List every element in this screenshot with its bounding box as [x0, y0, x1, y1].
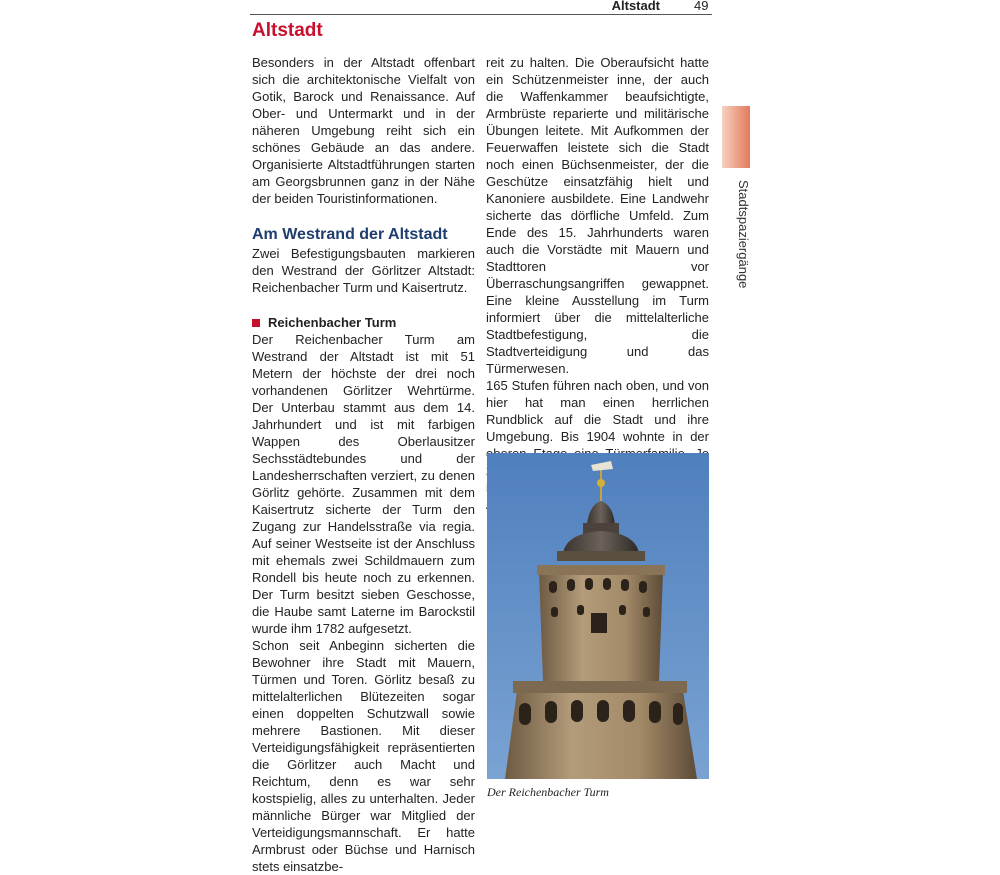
photo-caption: Der Reichenbacher Turm — [487, 785, 609, 799]
section-intro: Zwei Befestigungsbauten markieren den Westrand der Görlitzer Altstadt: Reichenbacher Turm und Kaisertrutz. — [252, 246, 475, 295]
body-paragraph: Der Reichenbacher Turm am Westrand der Altstadt ist mit 51 Metern der höchste der drei noch vorhandenen Görlitzer Wehrtürme. Der Unterbau stammt aus dem 14. Jahrhundert und ist mit farbigen Wappen des Oberlausitzer Sechsstädtebundes und der Landesherrschaften verziert, zu denen Görlitz gehörte. Zusammen mit dem Kaisertrutz sicherte der Turm den Zugang zur Handelsstraße via regia. Auf seiner Westseite ist der Anschluss mit ehemals zwei Schildmauern zum Rondell bis heute noch zu erkennen. Der Turm besitzt sieben Geschosse, die Haube samt Laterne im Barockstil wurde ihm 1782 aufgesetzt. — [252, 332, 475, 636]
tower-photo — [487, 453, 709, 779]
left-column — [252, 54, 475, 875]
chapter-tab-label: Stadtspaziergänge — [736, 180, 751, 289]
tower-illustration — [487, 453, 709, 779]
body-paragraph: reit zu halten. Die Oberaufsicht hatte ein Schützenmeister inne, der auch die Waffenkammer beaufsichtigte, Armbrüste reparierte und militärische Übungen leitete. Mit Aufkommen der Feuerwaffen leistete sich die Stadt noch einen Büchsenmeister, der die Geschütze einsatzfähig hielt und Kanoniere ausbildete. Eine Landwehr sicherte das dörfliche Umfeld. Zum Ende des 15. Jahrhunderts waren auch die Vorstädte mit Mauern und Stadttoren vor Überraschungsangriffen gewappnet. Eine kleine Ausstellung im Turm informiert über die mittelalterliche Stadtbefestigung, die Stadtverteidigung und das Türmerwesen. — [486, 55, 709, 376]
body-paragraph: 165 Stufen führen nach oben, und von hier hat man einen herrlichen Rundblick auf die Stadt und ihre Umgebung. Bis 1904 wohnte in der — [486, 378, 709, 444]
chapter-title: Altstadt — [252, 20, 323, 41]
intro-paragraph: Besonders in der Altstadt offenbart sich die architektonische Vielfalt von Gotik, Barock und Renaissance. Auf Ober- und Untermarkt und in der näheren Umgebung reiht sich ein schönes Gebäude an das andere. Organisierte Altstadtführungen starten am Georgsbrunnen ganz in der Nähe der beiden Touristinformationen. — [252, 55, 475, 206]
running-head: Altstadt — [611, 0, 660, 13]
section-title: Am Westrand der Altstadt — [252, 226, 448, 243]
header-rule — [250, 14, 712, 15]
subhead — [252, 314, 475, 331]
subhead-label: Reichenbacher Turm — [268, 315, 397, 330]
right-column — [486, 54, 709, 513]
body-paragraph: Schon seit Anbeginn sicherten die Bewohner ihre Stadt mit Mauern, Türmen und Toren. Görlitz besaß zu mittelalterlichen Blütezeiten sogar einen doppelten Schutzwall sowie mehrere Bastionen. Mit dieser Verteidigungsfähigkeit repräsentierten die Görlitzer auch Macht und Reichtum, denn es war sehr kostspielig, alles zu unterhalten. Jeder männliche Bürger war Mitglied der Verteidigungsmannschaft. Er hatte Armbrust oder Büchse und Harnisch stets einsatzbe- — [252, 638, 475, 874]
chapter-tab — [722, 106, 750, 168]
red-square-bullet-icon — [252, 319, 260, 327]
page-number: 49 — [694, 0, 709, 13]
